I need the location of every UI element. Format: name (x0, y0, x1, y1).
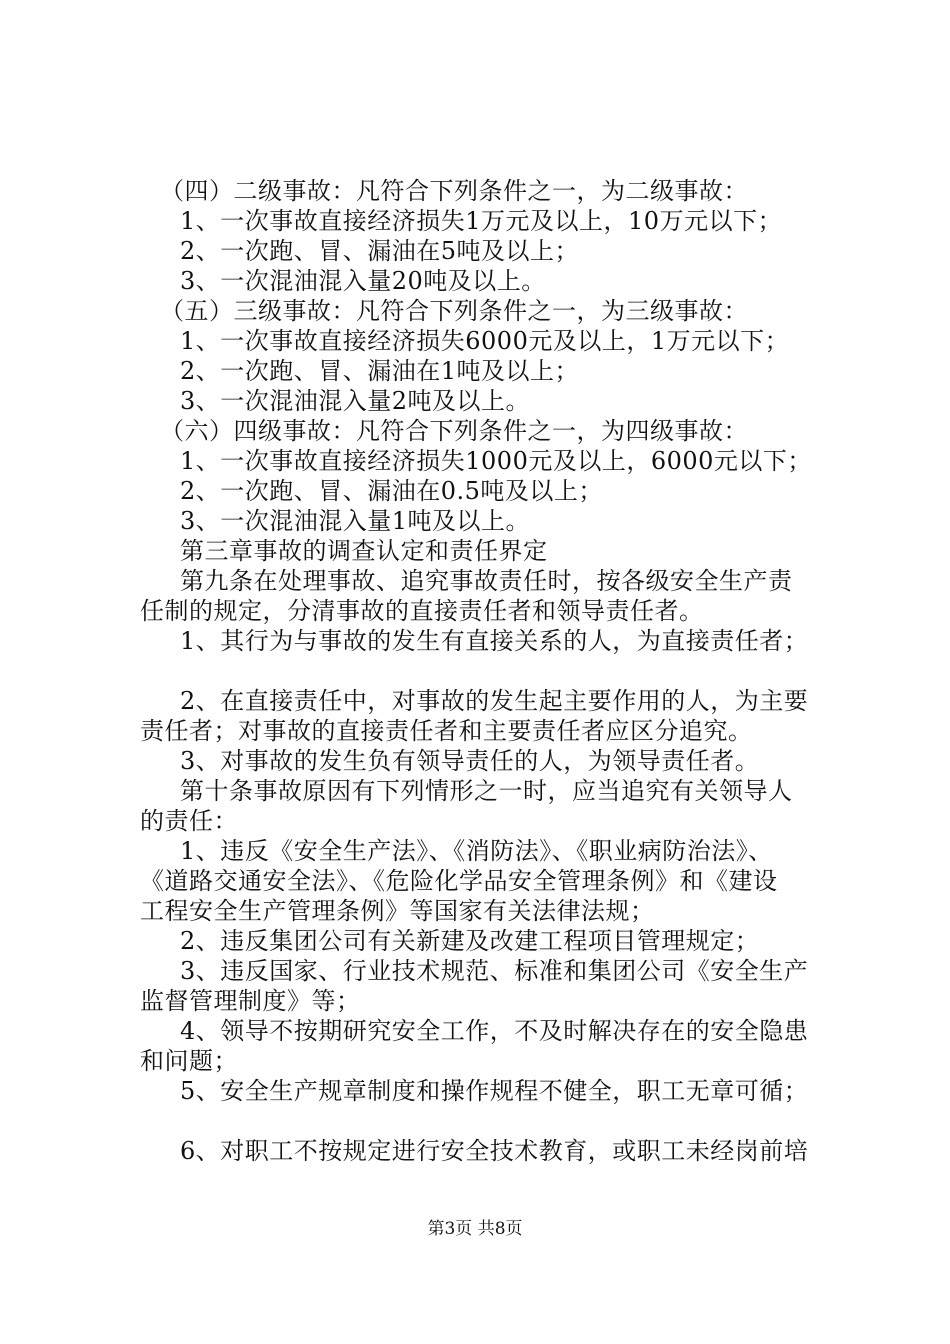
text-line: 1、其行为与事故的发生有直接关系的人，为直接责任者； (180, 627, 809, 655)
text-line: （四）二级事故：凡符合下列条件之一，为二级事故： (160, 177, 748, 205)
text-line: 第十条事故原因有下列情形之一时，应当追究有关领导人 (180, 777, 793, 805)
text-line: 3、一次混油混入量2吨及以上。 (180, 387, 531, 415)
page-footer: 第3页 共8页 (427, 1219, 523, 1239)
text-line: 监督管理制度》等； (140, 987, 361, 1015)
text-line: 任制的规定，分清事故的直接责任者和领导责任者。 (140, 597, 704, 625)
text-line: 2、一次跑、冒、漏油在5吨及以上； (180, 237, 580, 265)
text-line: 的责任： (140, 807, 238, 835)
text-line: 2、在直接责任中，对事故的发生起主要作用的人，为主要 (180, 687, 809, 715)
text-line: 责任者；对事故的直接责任者和主要责任者应区分追究。 (140, 717, 753, 745)
chapter-heading: 第三章事故的调查认定和责任界定 (180, 537, 548, 565)
text-line: 6、对职工不按规定进行安全技术教育，或职工未经岗前培 (180, 1137, 809, 1165)
text-line: 3、一次混油混入量20吨及以上。 (180, 267, 546, 295)
text-line: 3、一次混油混入量1吨及以上。 (180, 507, 531, 535)
text-line: 工程安全生产管理条例》等国家有关法律法规； (140, 897, 655, 925)
text-line: 2、违反集团公司有关新建及改建工程项目管理规定； (180, 927, 760, 955)
text-line: （六）四级事故：凡符合下列条件之一，为四级事故： (160, 417, 748, 445)
text-line: （五）三级事故：凡符合下列条件之一，为三级事故： (160, 297, 748, 325)
text-line: 5、安全生产规章制度和操作规程不健全，职工无章可循； (180, 1077, 809, 1105)
document-body (140, 176, 830, 1166)
text-line: 3、对事故的发生负有领导责任的人，为领导责任者。 (180, 747, 760, 775)
text-line: 2、一次跑、冒、漏油在0.5吨及以上； (180, 477, 603, 505)
text-line: 3、违反国家、行业技术规范、标准和集团公司《安全生产 (180, 957, 809, 985)
text-line: 2、一次跑、冒、漏油在1吨及以上； (180, 357, 580, 385)
text-line: 和问题； (140, 1047, 238, 1075)
text-line: 1、一次事故直接经济损失1000元及以上，6000元以下； (180, 447, 812, 475)
text-line: 第九条在处理事故、追究事故责任时，按各级安全生产责 (180, 567, 793, 595)
blank-line (140, 1106, 830, 1136)
text-line: 《道路交通安全法》、《危险化学品安全管理条例》和《建设 (140, 867, 778, 895)
text-line: 1、一次事故直接经济损失1万元及以上，10万元以下； (180, 207, 783, 235)
text-line: 4、领导不按期研究安全工作，不及时解决存在的安全隐患 (180, 1017, 809, 1045)
text-line: 1、一次事故直接经济损失6000元及以上，1万元以下； (180, 327, 790, 355)
blank-line (140, 656, 830, 686)
text-line: 1、违反《安全生产法》、《消防法》、《职业病防治法》、 (180, 837, 773, 865)
